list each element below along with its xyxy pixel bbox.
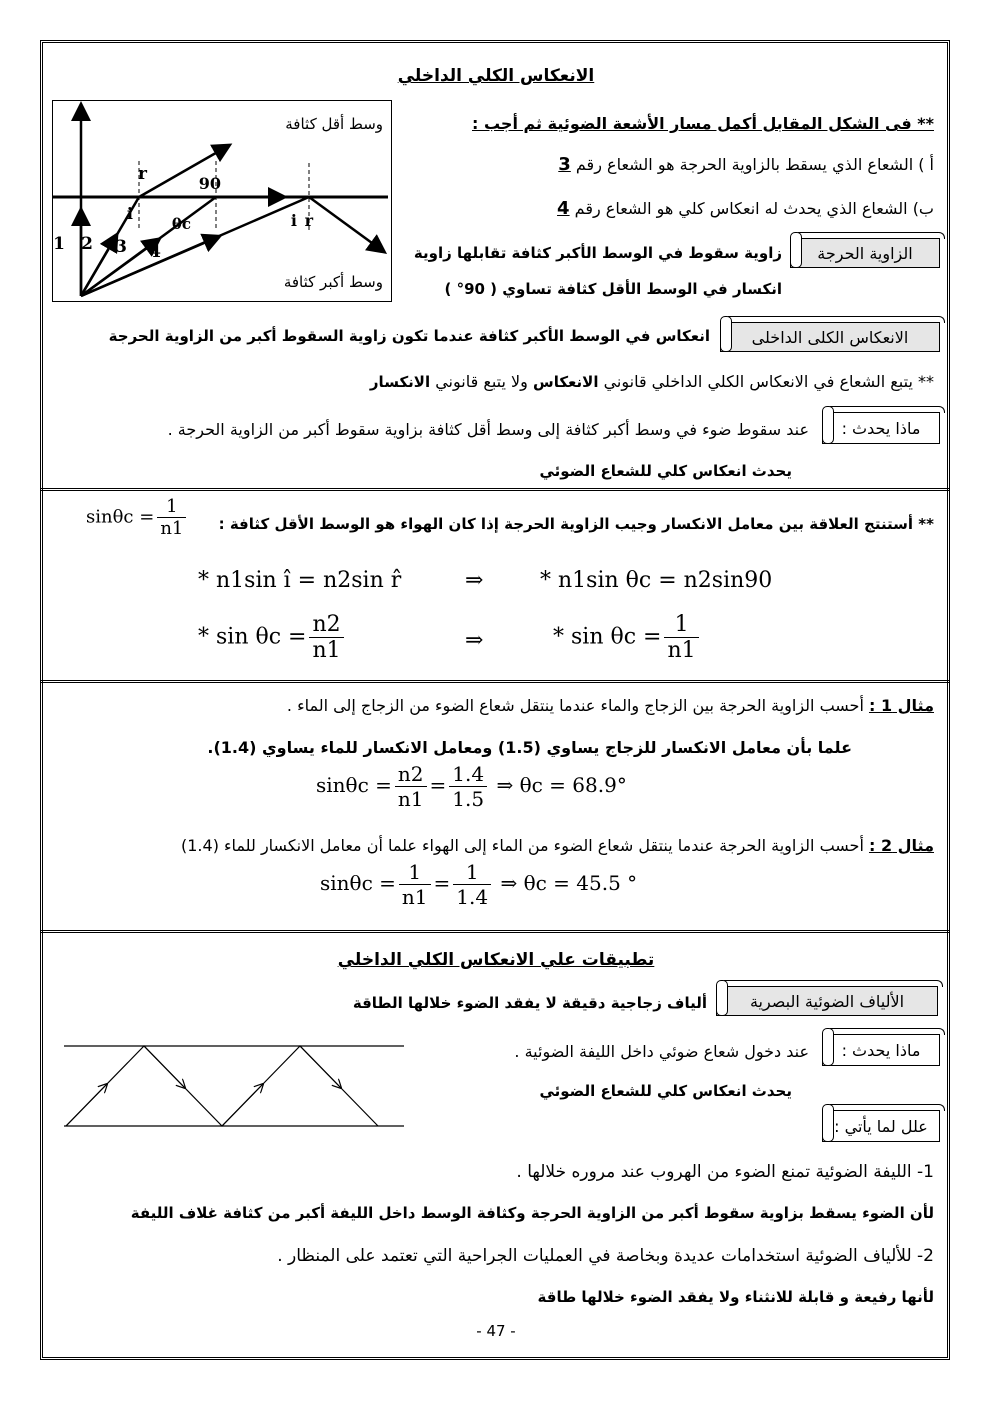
eq1-left: * n1sin î = n2sin r̂	[198, 568, 402, 593]
example-2-text: أحسب الزاوية الحرجة عندما ينتقل شعاع الضوء من الماء إلى الهواء علما أن معامل الانكسار للماء (1.4)	[181, 836, 864, 855]
fiber-diagram	[64, 1044, 406, 1128]
eq2-right-den: n1	[667, 638, 696, 663]
eq2-right	[553, 612, 702, 663]
ray-label-4: 4	[149, 242, 161, 262]
what-happens-label-2: ماذا يحدث :	[841, 1041, 921, 1060]
what-happens-box-1	[822, 412, 940, 444]
ray-4-ref	[309, 197, 383, 251]
what-happens-box-2	[822, 1034, 940, 1066]
question-2: ** أستنتج العلاقة بين معامل الانكسار وجيب الزاوية الحرجة إذا كان الهواء هو الوسط الأقل كثافة :	[218, 515, 934, 533]
ex1-f2-num: 1.4	[449, 762, 487, 787]
fiber-ray-path	[66, 1046, 378, 1126]
eq2-left-den: n1	[312, 638, 341, 663]
ex2-f2-num: 1	[453, 860, 491, 885]
ex2-f1-den: n1	[401, 885, 428, 909]
question-1: ** فى الشكل المقابل أكمل مسار الأشعة الضوئية ثم أجب :	[472, 114, 934, 133]
law-refraction: الانكسار	[369, 373, 431, 391]
ex1-f2-den: 1.5	[452, 787, 485, 811]
example-1-solution: sinθc = $\frac{n2}{n1}$ = $\frac{1.4}{1.5}$ ⇒ θc = 68.9°	[316, 762, 627, 811]
law-statement	[370, 372, 934, 391]
divider-2	[40, 680, 950, 683]
what-happens-label-1: ماذا يحدث :	[841, 419, 921, 438]
fiber-label-box	[716, 986, 938, 1016]
ex1-lhs: sinθc =	[316, 773, 392, 797]
example-1	[287, 696, 934, 715]
example-2-solution: sinθc = $\frac{1}{n1}$ = $\frac{1}{1.4}$ ⇒ θc = 45.5 °	[320, 860, 638, 909]
example-2-label: مثال 2 :	[868, 836, 934, 855]
q2-num: 1	[157, 496, 186, 518]
eq1-right: * n1sin θc = n2sin90	[540, 568, 773, 593]
law-prefix: ** يتبع الشعاع في الانعكاس الكلي الداخلي قانوني	[603, 372, 934, 391]
eq2-right-num: 1	[664, 612, 698, 638]
ex2-result: ⇒ θc = 45.5 °	[500, 871, 638, 895]
explain-label: علل لما يأتي :	[834, 1117, 928, 1136]
explain-box	[822, 1110, 940, 1142]
divider-3	[40, 930, 950, 933]
ex1-f1-den: n1	[397, 787, 424, 811]
eq1-arrow: ⇒	[465, 568, 484, 593]
eq2-arrow: ⇒	[465, 628, 484, 653]
example-2	[181, 836, 934, 855]
q2-formula-lhs: sinθc =	[86, 506, 155, 528]
ex1-f1-num: n2	[395, 762, 427, 787]
example-1-text: أحسب الزاوية الحرجة بين الزجاج والماء عندما ينتقل شعاع الضوء من الزجاج إلى الماء .	[286, 696, 864, 715]
reason-1-answer: لأن الضوء يسقط بزاوية سقوط أكبر من الزاوية الحرجة وكثافة الوسط داخل الليفة أكبر من كثافة غلاف الليفة	[130, 1204, 934, 1222]
critical-angle-def-1: زاوية سقوط في الوسط الأكبر كثافة تقابلها زاوية	[413, 244, 782, 262]
eq2-right-lhs: * sin θc =	[553, 624, 662, 650]
ray-label-1: 1	[53, 234, 65, 254]
tir-label: الانعكاس الكلى الداخلى	[751, 328, 909, 347]
angle-r2-label: r	[304, 211, 313, 230]
law-middle: ولا يتبع قانوني	[435, 372, 528, 391]
what-happens-text-1: عند سقوط ضوء في وسط أكبر كثافة إلى وسط أقل كثافة بزاوية سقوط أكبر من الزاوية الحرجة .	[167, 420, 809, 439]
page-number: - 47 -	[476, 1322, 516, 1340]
q2-formula	[86, 496, 189, 539]
applications-title: تطبيقات علي الانعكاس الكلي الداخلي	[337, 950, 655, 970]
ray-label-2: 2	[81, 234, 93, 254]
ex2-f2-den: 1.4	[456, 885, 489, 909]
example-1-label: مثال 1 :	[868, 696, 934, 715]
what-happens-answer-1: يحدث انعكاس كلي للشعاع الضوئي	[539, 462, 792, 480]
answer-a	[558, 154, 934, 175]
reason-1: 1- الليفة الضوئية تمنع الضوء من الهروب عند مروره خلالها .	[516, 1162, 934, 1182]
divider-1	[40, 488, 950, 491]
tir-def: انعكاس في الوسط الأكبر كثافة عندما تكون زاوية السقوط أكبر من الزاوية الحرجة	[108, 327, 710, 345]
answer-a-text: أ ) الشعاع الذي يسقط بالزاوية الحرجة هو الشعاع رقم	[575, 155, 934, 174]
answer-b	[557, 198, 934, 219]
answer-a-value: 3	[558, 154, 571, 175]
bottom-medium-label: وسط أكبر كثافة	[283, 273, 383, 291]
q2-den: n1	[160, 518, 184, 539]
angle-90-label: 90	[198, 174, 221, 193]
critical-angle-label: الزاوية الحرجة	[817, 244, 913, 263]
tir-label-box	[720, 322, 940, 352]
angle-i-label: i	[126, 204, 133, 223]
fiber-definition: ألياف زجاجية دقيقة لا يفقد الضوء خلالها الطاقة	[352, 994, 707, 1012]
answer-b-text: ب) الشعاع الذي يحدث له انعكاس كلي هو الشعاع رقم	[574, 199, 934, 218]
critical-angle-def-2: انكسار في الوسط الأقل كثافة تساوي ( 90° )	[444, 280, 782, 298]
answer-b-value: 4	[557, 198, 570, 219]
ray-label-3: 3	[115, 237, 127, 257]
reason-2-answer: لأنها رفيعة و قابلة للانثناء ولا يفقد الضوء خلالها طاقة	[537, 1288, 934, 1306]
refraction-diagram	[52, 100, 392, 302]
angle-r-label: r	[138, 164, 147, 184]
eq2-left-lhs: * sin θc =	[198, 624, 307, 650]
top-medium-label: وسط أقل كثافة	[285, 115, 383, 133]
critical-angle-label-box	[790, 238, 940, 268]
eq2-left	[198, 612, 347, 663]
reason-2: 2- للألياف الضوئية استخدامات عديدة وبخاصة في العمليات الجراحية التي تعتمد على المنظار .	[277, 1246, 934, 1266]
section-title: الانعكاس الكلي الداخلي	[397, 66, 595, 86]
example-1-given: علما بأن معامل الانكسار للزجاج يساوي (1.5) ومعامل الانكسار للماء يساوي (1.4).	[207, 738, 852, 757]
ex2-f1-num: 1	[399, 860, 431, 885]
angle-i2-label: i	[290, 211, 297, 230]
eq2-left-num: n2	[309, 612, 343, 638]
what-happens-text-2: عند دخول شعاع ضوئي داخل الليفة الضوئية .	[514, 1042, 809, 1061]
law-reflection: الانعكاس	[533, 373, 599, 391]
angle-theta-label: θc	[171, 215, 191, 233]
ex1-result: ⇒ θc = 68.9°	[496, 773, 627, 797]
fiber-label: الألياف الضوئية البصرية	[749, 992, 905, 1011]
what-happens-answer-2: يحدث انعكاس كلي للشعاع الضوئي	[539, 1082, 792, 1100]
ex2-lhs: sinθc =	[320, 871, 396, 895]
